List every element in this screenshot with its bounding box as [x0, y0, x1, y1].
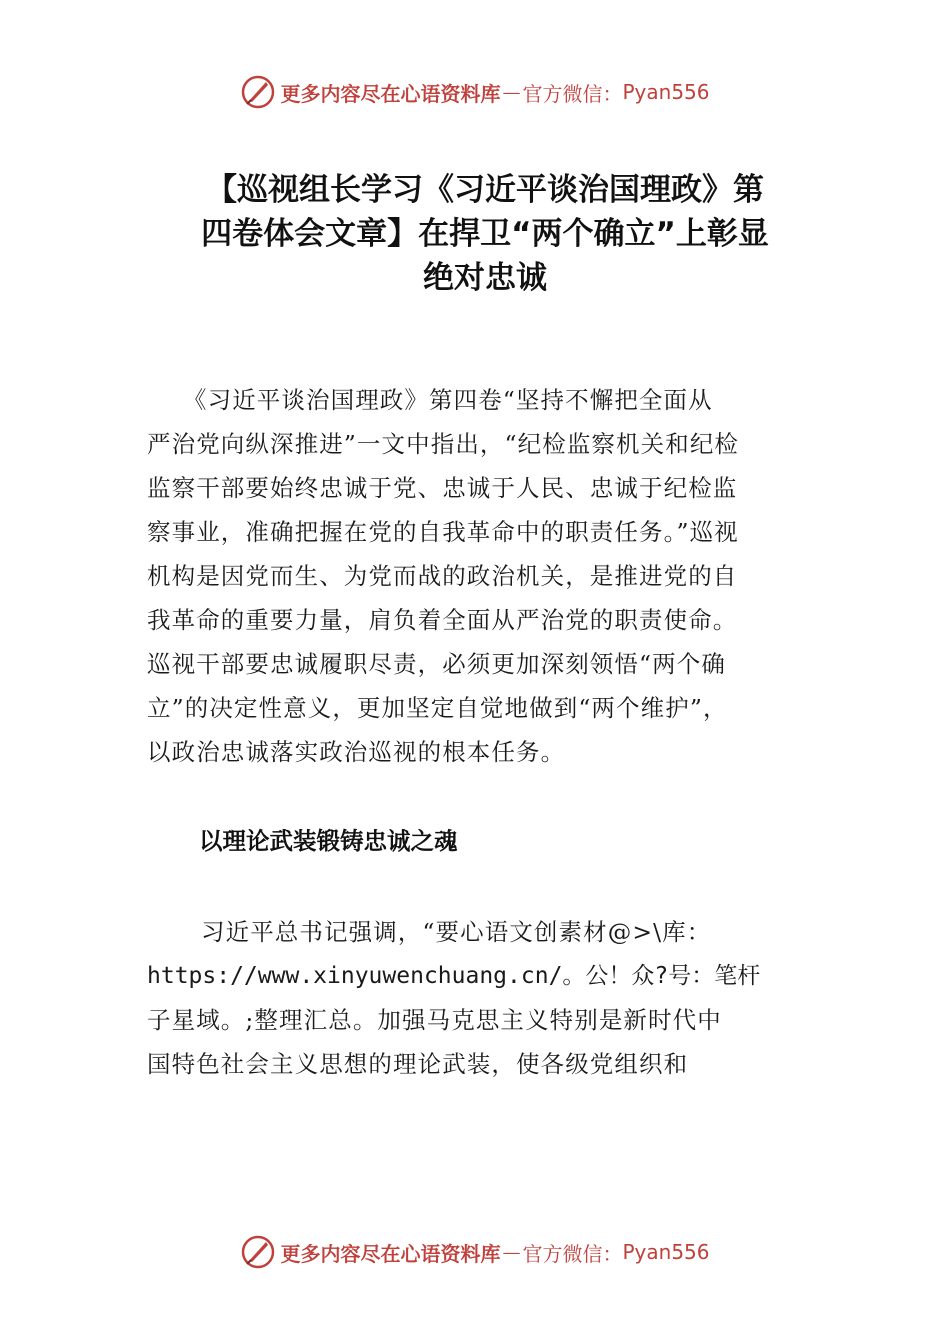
text-line: 以政治忠诚落实政治巡视的根本任务。: [147, 738, 566, 766]
quill-pen-logo-icon: [240, 1234, 276, 1270]
banner-wechat-id: Pyan556: [622, 1240, 710, 1264]
header-banner: [0, 72, 950, 112]
banner-wechat-id: Pyan556: [622, 80, 710, 104]
banner-separator: —: [502, 81, 521, 103]
text-line: 察事业，准确把握在党的自我革命中的职责任务。”巡视: [147, 518, 739, 546]
text-line: 我革命的重要力量，肩负着全面从严治党的职责使命。: [147, 606, 738, 634]
text-line: 立”的决定性意义，更加坚定自觉地做到“两个维护”，: [147, 694, 728, 722]
banner-wechat-label: 官方微信：: [522, 1241, 623, 1266]
title-line: 【巡视组长学习《习近平谈治国理政》第: [206, 172, 764, 208]
banner-separator: —: [502, 1241, 521, 1263]
title-line: 绝对忠诚: [423, 260, 547, 296]
text-line: 监察干部要始终忠诚于党、忠诚于人民、忠诚于纪检监: [147, 474, 738, 502]
footer-banner: [0, 1232, 950, 1272]
text-line: 习近平总书记强调，“要心语文创素材@>\库：: [201, 918, 712, 946]
text-line: 严治党向纵深推进”一文中指出，“纪检监察机关和纪检: [147, 430, 740, 458]
section-heading: 以理论武装锻铸忠诚之魂: [199, 827, 458, 855]
banner-brand-text: 更多内容尽在心语资料库: [280, 81, 501, 106]
banner-brand-text: 更多内容尽在心语资料库: [280, 1241, 501, 1266]
document-title: [140, 168, 830, 300]
title-line: 四卷体会文章】在捍卫“两个确立”上彰显: [201, 216, 769, 252]
text-line-with-link: https://www.xinyuwenchuang.cn/。公！众?号：笔杆: [147, 963, 761, 989]
text-line: 《习近平谈治国理政》第四卷“坚持不懈把全面从: [183, 386, 713, 414]
text-line: 子星域。;整理汇总。加强马克思主义特别是新时代中: [147, 1006, 722, 1034]
text-line: 巡视干部要忠诚履职尽责，必须更加深刻领悟“两个确: [147, 650, 726, 678]
text-line: 机构是因党而生、为党而战的政治机关，是推进党的自: [147, 562, 738, 590]
banner-wechat-label: 官方微信：: [522, 81, 623, 106]
quill-pen-logo-icon: [240, 74, 276, 110]
text-line: 国特色社会主义思想的理论武装，使各级党组织和: [147, 1050, 689, 1078]
